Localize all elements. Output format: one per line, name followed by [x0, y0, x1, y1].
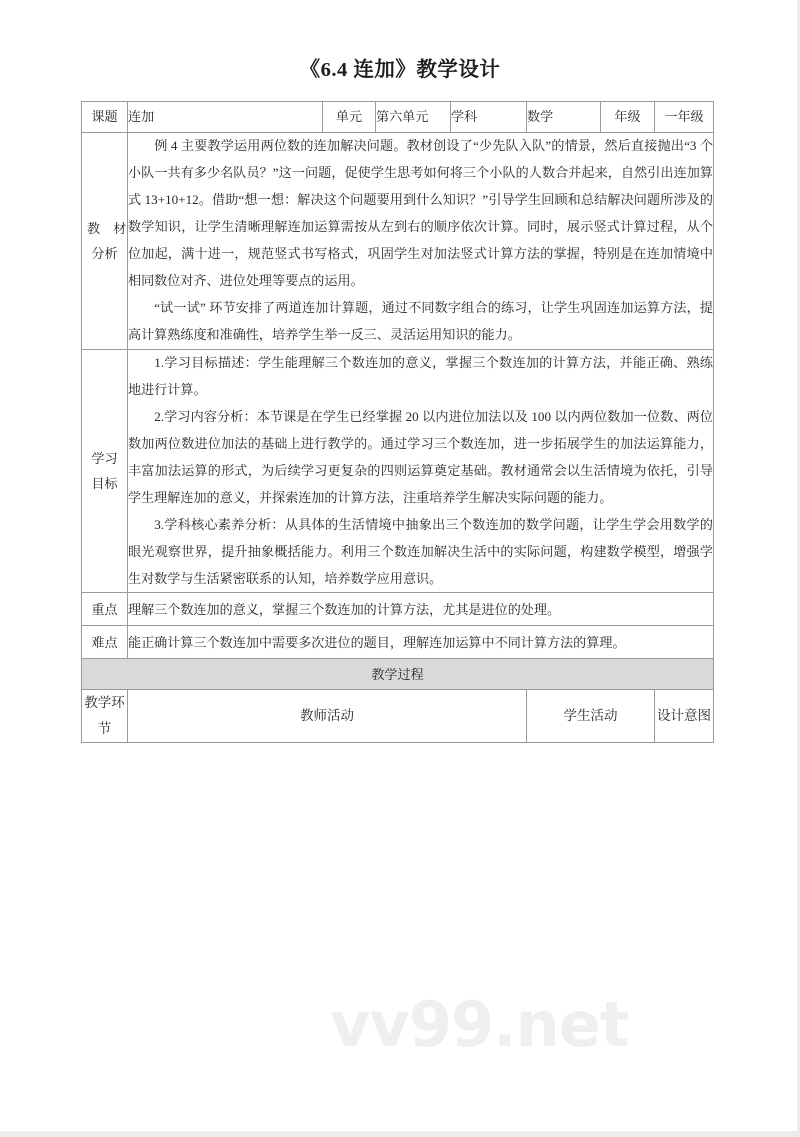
- grade-value: 一年级: [655, 102, 714, 133]
- topic-value: 连加: [128, 102, 323, 133]
- page-title: 《6.4 连加》教学设计: [299, 59, 501, 81]
- subject-value: 数学: [527, 102, 601, 133]
- table-row-process-banner: [82, 659, 714, 690]
- process-header-design-intent: 设计意图: [655, 690, 714, 743]
- grade-label: 年级: [601, 102, 655, 133]
- learning-objectives-label: [82, 349, 128, 593]
- process-header-stage: 教学环节: [82, 690, 128, 743]
- learning-objectives-paragraph-1: 1.学习目标描述：学生能理解三个数连加的意义，掌握三个数连加的计算方法，并能正确、熟练地进行计算。: [128, 354, 713, 397]
- material-analysis-label: [82, 133, 132, 350]
- learning-objectives-paragraph-3: 3.学科核心素养分析：从具体的生活情境中抽象出三个数连加的数学问题，让学生学会用数学的眼光观察世界，提升抽象概括能力。利用三个数连加解决生活中的实际问题，构建数学模型，增强学生对数学与生活紧密联系的认知，培养数学应用意识。: [128, 516, 713, 586]
- material-analysis-paragraph-2: “试一试” 环节安排了两道连加计算题，通过不同数字组合的练习，让学生巩固连加运算方法，提高计算熟练度和准确性，培养学生举一反三、灵活运用知识的能力。: [128, 299, 713, 342]
- table-row-material-analysis: [82, 133, 714, 350]
- learning-objectives-paragraph-2: 2.学习内容分析：本节课是在学生已经掌握 20 以内进位加法以及 100 以内两位数加一位数、两位数加两位数进位加法的基础上进行教学的。通过学习三个数连加，进一步拓展学生的加法运算能力，丰富加法运算的形式，为后续学习更复杂的四则运算奠定基础。教材通常会以生活情境为依托，引导学生理解连加的意义，并探索连加的计算方法，注重培养学生解决实际问题的能力。: [128, 408, 713, 505]
- learning-objectives-content: [128, 349, 714, 593]
- unit-value: 第六单元: [376, 102, 451, 133]
- process-header-teacher-activity: 教师活动: [128, 690, 527, 743]
- key-point-label: 重点: [82, 593, 128, 626]
- material-analysis-label-line2: 分析: [91, 245, 118, 261]
- learning-objectives-label-line1: 学习: [91, 450, 118, 466]
- table-row-difficult-point: [82, 626, 714, 659]
- table-row-process-headers: [82, 690, 714, 743]
- difficult-point-text: 能正确计算三个数连加中需要多次进位的题目，理解连加运算中不同计算方法的算理。: [128, 626, 714, 659]
- process-header-student-activity: 学生活动: [527, 690, 655, 743]
- difficult-point-label: 难点: [82, 626, 128, 659]
- unit-label: 单元: [323, 102, 376, 133]
- table-row-key-point: [82, 593, 714, 626]
- subject-label: 学科: [451, 102, 527, 133]
- watermark-vv99-net: vv99.net: [330, 988, 629, 1061]
- material-analysis-paragraph-1: 例 4 主要教学运用两位数的连加解决问题。教材创设了“少先队入队”的情景，然后直接抛出“3 个小队一共有多少名队员？”这一问题，促使学生思考如何将三个小队的人数合并起来，自然引出连加算式 13+10+12。借助“想一想：解决这个问题要用到什么知识？”引导学生回顾和总结解决问题所涉及的数学知识，让学生清晰理解连加运算需按从左到右的顺序依次计算。同时，展示竖式计算过程，从个位加起，满十进一，规范竖式书写格式，巩固学生对加法竖式计算方法的掌握，特别是在连加情境中相同数位对齐、进位处理等要点的运用。: [128, 138, 713, 288]
- table-row-info: [82, 102, 714, 133]
- material-analysis-content: [128, 133, 714, 350]
- key-point-text: 理解三个数连加的意义，掌握三个数连加的计算方法，尤其是进位的处理。: [128, 593, 714, 626]
- table-row-learning-objectives: [82, 349, 714, 593]
- material-analysis-label-line1: 教 材: [86, 220, 132, 236]
- learning-objectives-label-line2: 目标: [91, 476, 118, 492]
- lesson-plan-table: [81, 101, 714, 743]
- topic-label: 课题: [82, 102, 128, 133]
- process-banner-label: 教学过程: [82, 659, 714, 690]
